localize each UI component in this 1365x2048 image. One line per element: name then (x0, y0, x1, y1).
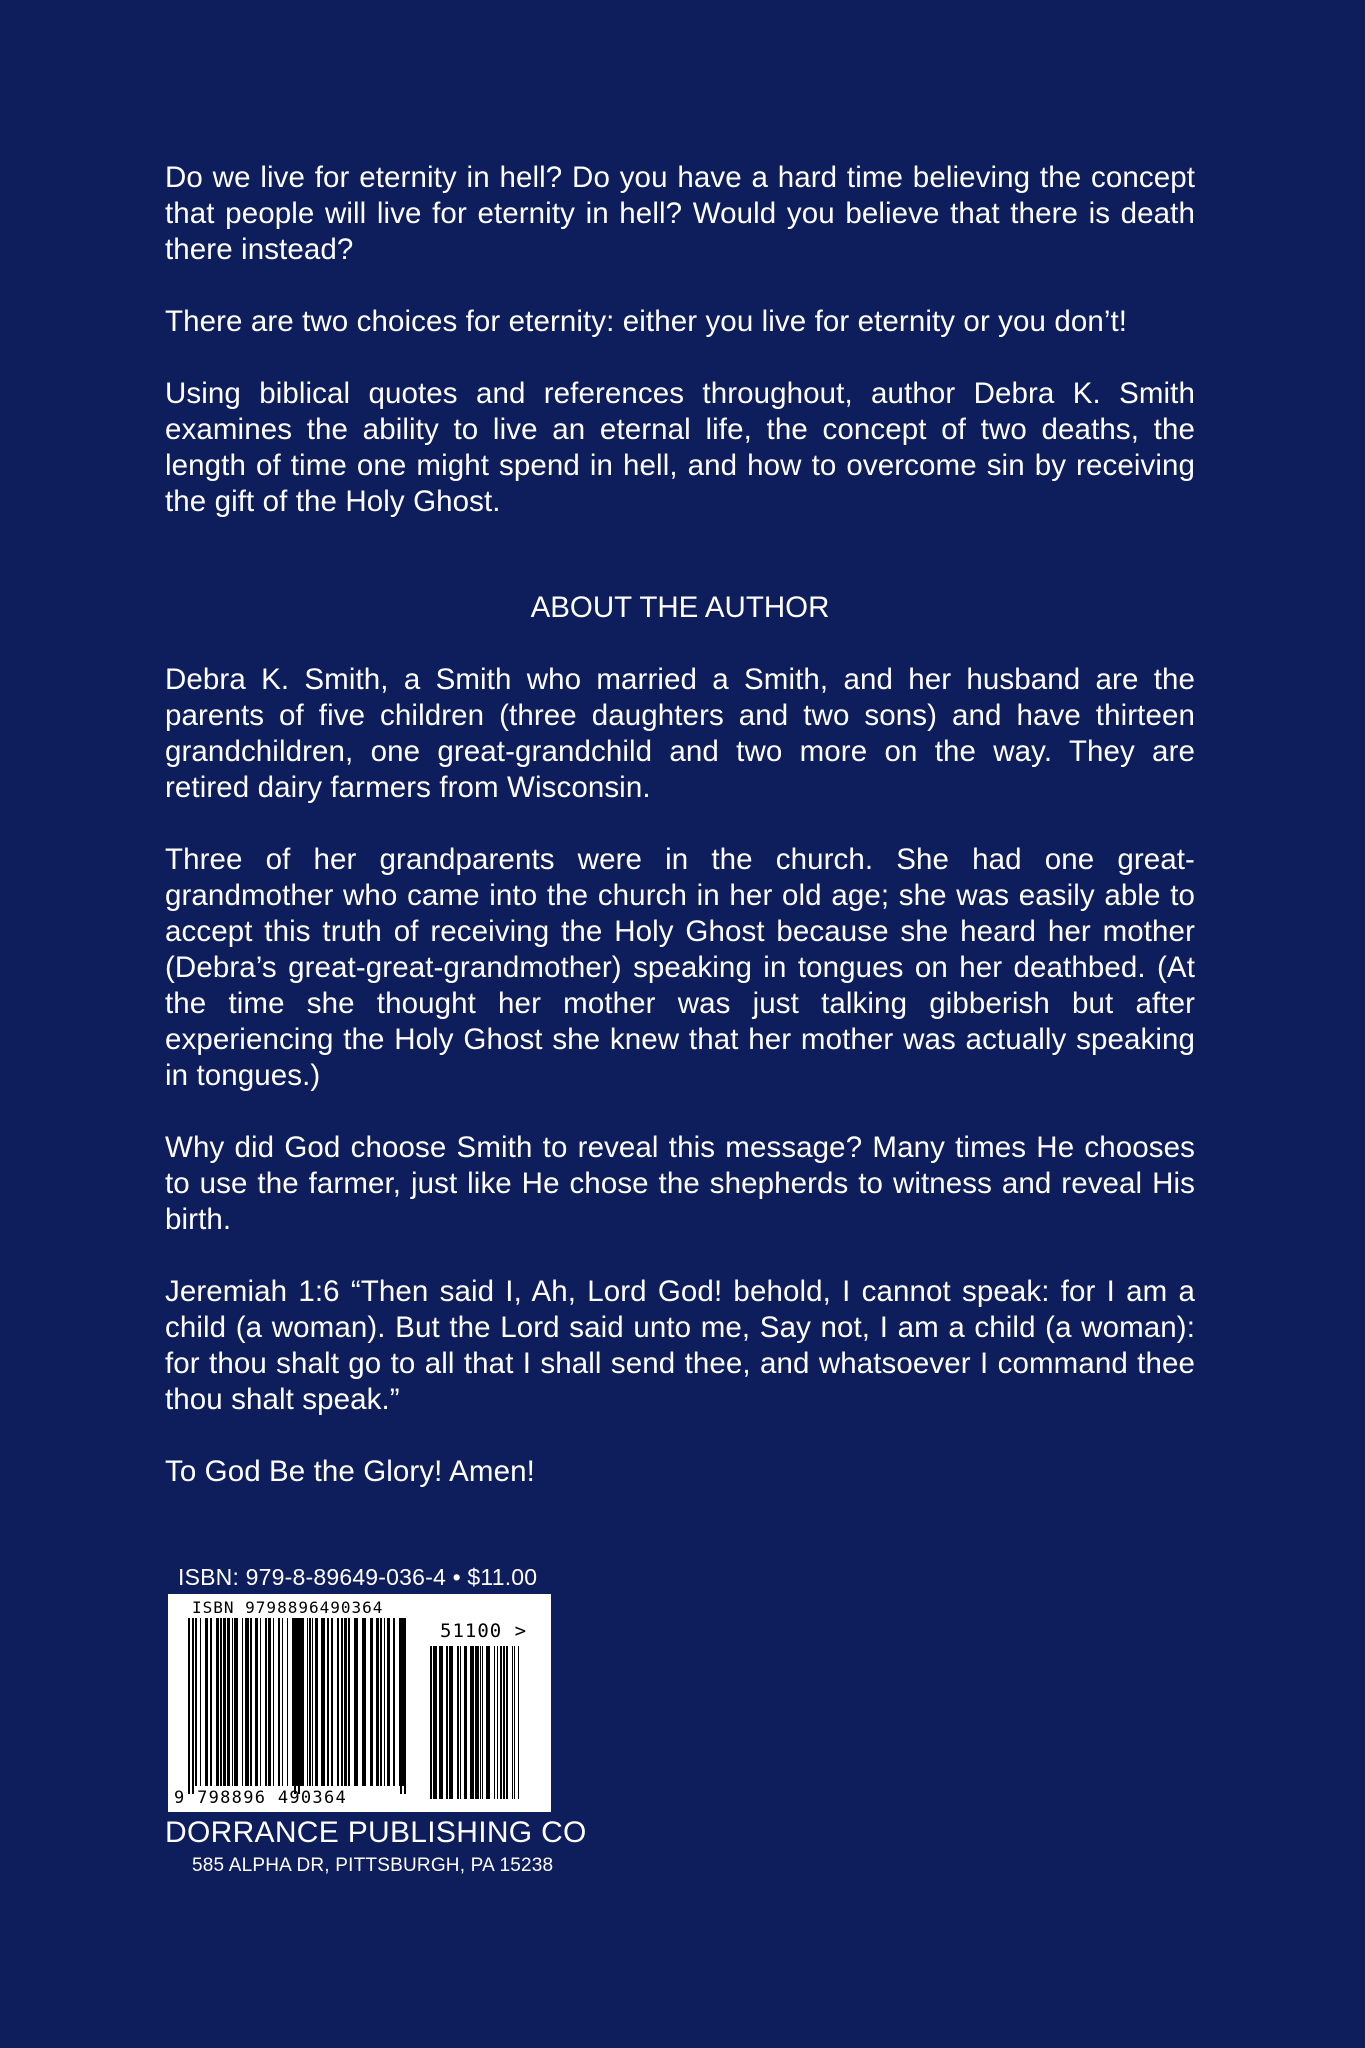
barcode-isbn-text: ISBN 9798896490364 (192, 1598, 384, 1617)
barcode (168, 1594, 551, 1812)
isbn-price-line: ISBN: 979-8-89649-036-4 • $11.00 (178, 1564, 538, 1590)
publisher-name: DORRANCE PUBLISHING CO (165, 1816, 587, 1849)
back-cover-text (165, 160, 1195, 1526)
blurb-paragraph-3: Using biblical quotes and references throughout, author Debra K. Smith examines the ability to live an eternal life, the concept of two deaths, the length of time one might spend in hell, and how to overcome sin by receiving the gift of the Holy Ghost. (165, 377, 1195, 518)
barcode-number-text: 9 798896 490364 (174, 1788, 348, 1808)
blurb-paragraph-2: There are two choices for eternity: either you live for eternity or you don’t! (165, 305, 1128, 338)
closing-line: To God Be the Glory! Amen! (165, 1455, 535, 1488)
scripture-quote: Jeremiah 1:6 “Then said I, Ah, Lord God! behold, I cannot speak: for I am a child (a woman). But the Lord said unto me, Say not, I am a child (a woman): for thou shalt go to all that I shall send thee, and whatsoever I command thee thou shalt speak.” (165, 1275, 1195, 1416)
barcode-addon-text: 51100 > (440, 1620, 528, 1642)
publisher-address: 585 ALPHA DR, PITTSBURGH, PA 15238 (192, 1855, 554, 1876)
blurb-paragraph-1: Do we live for eternity in hell? Do you have a hard time believing the concept that people will live for eternity in hell? Would you believe that there is death there instead? (165, 161, 1195, 266)
about-paragraph-3: Why did God choose Smith to reveal this message? Many times He chooses to use the farmer, just like He chose the shepherds to witness and reveal His birth. (165, 1131, 1195, 1236)
about-paragraph-1: Debra K. Smith, a Smith who married a Smith, and her husband are the parents of five children (three daughters and two sons) and have thirteen grandchildren, one great-grandchild and two more on the way. They are retired dairy farmers from Wisconsin. (165, 663, 1195, 804)
about-paragraph-2: Three of her grandparents were in the church. She had one great-grandmother who came into the church in her old age; she was easily able to accept this truth of receiving the Holy Ghost because she heard her mother (Debra’s great-great-grandmother) speaking in tongues on her deathbed. (At the time she thought her mother was just talking gibberish but after experiencing the Holy Ghost she knew that her mother was actually speaking in tongues.) (165, 843, 1195, 1092)
about-author-heading: ABOUT THE AUTHOR (530, 591, 830, 624)
